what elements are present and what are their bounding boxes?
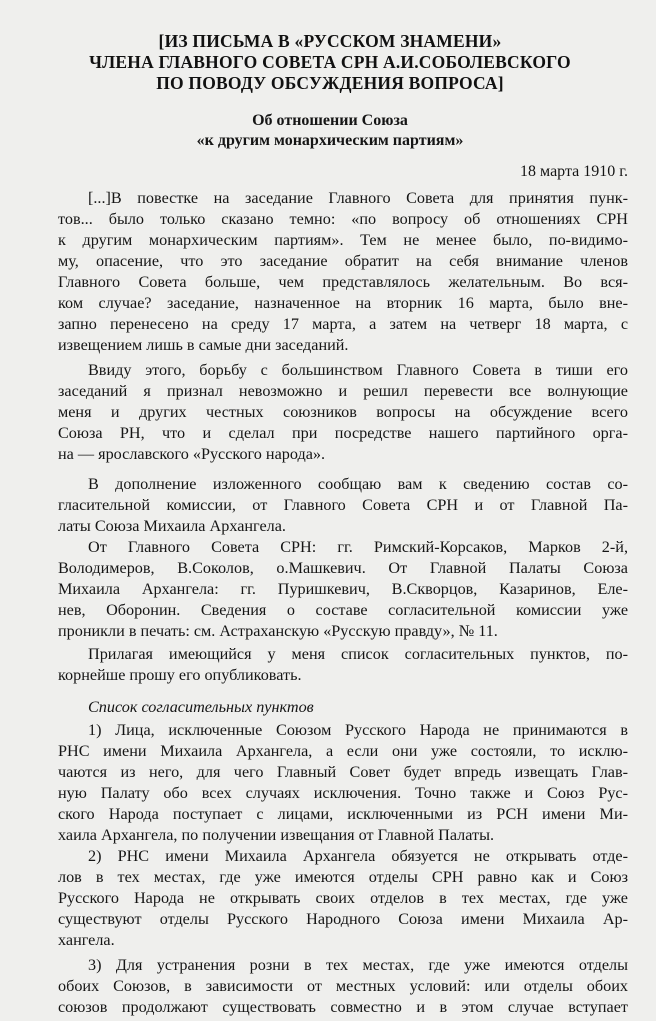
text-line: ского Народа поступает с лицами, исключенными из РСН имени Ми- [58,805,628,823]
text-line: Русского Народа не открывать своих отделов в тех местах, где уже [58,889,628,907]
text-line: Михаила Архангела: гг. Пуришкевич, В.Скворцов, Казаринов, Еле- [58,580,628,598]
text-line: извещением лишь в самые дни заседаний. [58,336,349,354]
text-line: Главного Совета больше, чем представлялось желательным. Во вся- [58,273,628,291]
text-line: к другим монархическим партиям». Тем не менее было, по-видимо- [58,231,628,249]
text-line: му, опасение, что это заседание обратит на себя внимание членов [58,252,628,270]
text-line: заседаний я признал невозможно и решил перевести все волнующие [58,382,628,400]
text-line: гласительной комиссии, от Главного Совета СРН и от Главной Па- [58,496,628,514]
text-line: Володимеров, В.Соколов, о.Машкевич. От Главной Палаты Союза [58,559,628,577]
text-line: запно перенесено на среду 17 марта, а затем на четверг 18 марта, с [58,315,628,333]
text-line: 1) Лица, исключенные Союзом Русского Народа не принимаются в [88,721,628,739]
text-line: меня и других честных союзников вопросы на обсуждение всего [58,403,628,421]
text-line: тов... было только сказано темно: «по вопросу об отношениях СРН [58,210,628,228]
text-line: чаются из него, для чего Главный Совет будет впредь извещать Глав- [58,763,628,781]
text-line: хангела. [58,931,115,949]
text-line: 2) РНС имени Михаила Архангела обязуется не открывать отде- [88,847,628,865]
heading-line-1: [ИЗ ПИСЬМА В «РУССКОМ ЗНАМЕНИ» [158,31,502,51]
text-line: В дополнение изложенного сообщаю вам к сведению состав со- [88,475,628,493]
text-line: на — ярославского «Русского народа». [58,445,326,463]
text-line: Прилагая имеющийся у меня список согласительных пунктов, по- [88,645,628,663]
text-line: Союза РН, что и сделал при посредстве нашего партийного орга- [58,424,628,442]
heading-line-2: ЧЛЕНА ГЛАВНОГО СОВЕТА СРН А.И.СОБОЛЕВСКОГО [89,52,571,72]
text-line: РНС имени Михаила Архангела, а если они уже состояли, то исклю- [58,742,628,760]
text-line: латы Союза Михаила Архангела. [58,517,286,535]
list-heading: Список согласительных пунктов [88,698,314,716]
subtitle-line-2: «к другим монархическим партиям» [196,132,464,149]
text-line: От Главного Совета СРН: гг. Римский-Корсаков, Марков 2-й, [88,538,628,556]
text-line: Ввиду этого, борьбу с большинством Главного Совета в тиши его [88,361,628,379]
text-line: лов в тех местах, где уже имеются отделы СРН равно как и Союз [58,868,628,886]
text-line: корнейше прошу его опубликовать. [58,666,302,684]
text-line: ком случае? заседание, назначенное на вторник 16 марта, было вне- [58,294,628,312]
text-line: 3) Для устранения розни в тех местах, где уже имеются отделы [88,956,628,974]
text-line: хаила Архангела, по получении извещания от Главной Палаты. [58,826,495,844]
text-line: [...]В повестке на заседание Главного Совета для принятия пунк- [88,189,628,207]
text-line: обоих Союзов, в зависимости от местных условий: или отделы обоих [58,977,628,995]
text-line: союзов продолжают существовать совместно и в этом случае вступает [58,998,628,1016]
heading-line-3: ПО ПОВОДУ ОБСУЖДЕНИЯ ВОПРОСА] [156,73,504,93]
text-line: существуют отделы Русского Народного Союза имени Михаила Ар- [58,910,628,928]
text-line: ную Палату обо всех случаях исключения. Точно также и Союз Рус- [58,784,628,802]
letter-date: 18 марта 1910 г. [520,163,628,180]
subtitle-line-1: Об отношении Союза [252,112,408,129]
text-line: проникли в печать: см. Астраханскую «Русскую правду», № 11. [58,622,498,640]
text-line: нев, Оборонин. Сведения о составе согласительной комиссии уже [58,601,628,619]
